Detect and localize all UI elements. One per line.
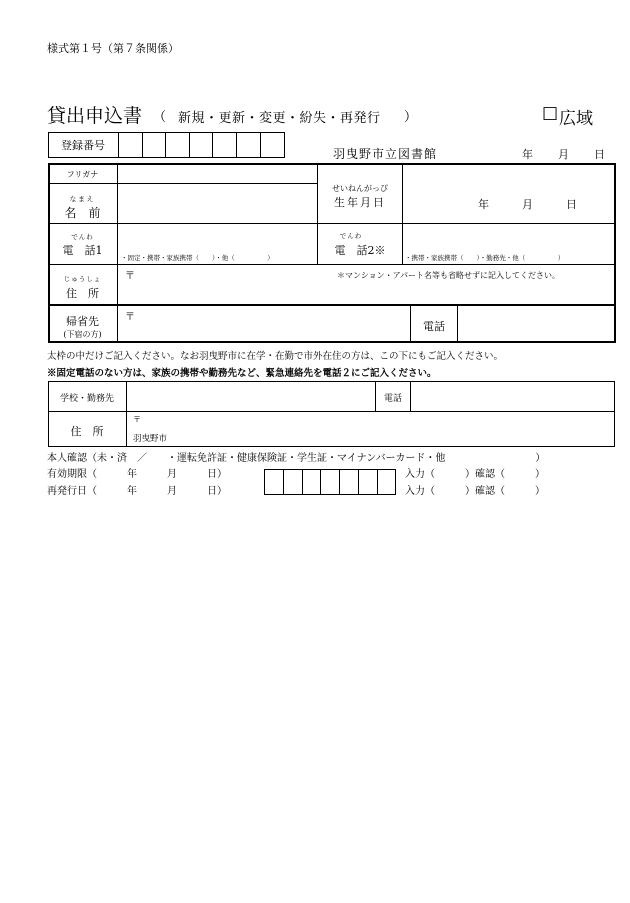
reissue-date: 再発行日（ 年 月 日）: [47, 486, 227, 497]
home-label: 帰省先: [66, 315, 99, 328]
phone1-ruby: でんわ: [71, 233, 94, 241]
name-label: 名 前: [64, 206, 101, 220]
school-name-input[interactable]: [127, 382, 374, 411]
title-paren-open: （: [153, 110, 167, 125]
date-day: 日: [594, 148, 605, 161]
home-phone-input[interactable]: [458, 306, 614, 342]
school-phone-input[interactable]: [411, 382, 614, 411]
input-confirm-2: 入力（ ）確認（ ）: [405, 486, 545, 497]
address-label: 住 所: [66, 287, 99, 300]
wide-area-checkbox[interactable]: □: [542, 103, 559, 123]
address-note: ＊マンション・アパート名等も省略せずに記入してください。: [337, 271, 560, 280]
school-label: 学校・勤務先: [59, 394, 114, 404]
date-year: 年: [522, 148, 533, 161]
registration-number-input[interactable]: [119, 133, 284, 157]
title-options: 新規・更新・変更・紛失・再発行: [178, 111, 381, 126]
name-ruby: なまえ: [69, 195, 96, 203]
school-postal-mark: 〒: [133, 415, 141, 424]
input-confirm-1: 入力（ ）確認（ ）: [405, 469, 545, 480]
home-phone-label: 電話: [423, 320, 445, 333]
school-address-input[interactable]: [127, 412, 614, 446]
birth-date-input[interactable]: [403, 164, 614, 223]
birth-ruby: せいねんがっぴ: [332, 184, 388, 193]
school-phone-label: 電話: [383, 394, 402, 404]
form-number: 様式第１号（第７条関係）: [47, 42, 179, 55]
birth-label: 生年月日: [334, 196, 386, 209]
phone2-options[interactable]: ・携帯・家族携帯（ ）・勤務先・他（ ）: [405, 254, 565, 262]
phone1-options[interactable]: ・固定・携帯・家族携帯（ ）・他（ ）: [121, 254, 274, 262]
title-paren-close: ）: [404, 110, 418, 125]
birth-month: 月: [522, 198, 533, 211]
name-input[interactable]: [118, 184, 316, 223]
home-address-input[interactable]: [118, 306, 409, 342]
home-sub: (下宿の方): [63, 330, 102, 339]
wide-area-label: 広域: [559, 109, 593, 129]
phone1-label: 電 話1: [62, 244, 103, 257]
expiry-date: 有効期限（ 年 月 日）: [47, 469, 227, 480]
furigana-label: フリガナ: [66, 170, 99, 179]
library-name: 羽曳野市立図書館: [333, 147, 438, 161]
form-title: 貸出申込書: [47, 105, 143, 127]
registration-number-label: 登録番号: [61, 139, 105, 152]
school-address-label: 住 所: [70, 425, 104, 438]
address-ruby: じゅうしょ: [63, 275, 102, 283]
address-input[interactable]: [118, 265, 614, 304]
birth-day: 日: [566, 198, 577, 211]
school-city: 羽曳野市: [133, 434, 168, 444]
note-line-2: ※固定電話のない方は、家族の携帯や勤務先など、緊急連絡先を電話２にご記入ください。: [47, 368, 437, 379]
birth-year: 年: [478, 198, 489, 211]
phone2-ruby: でんわ: [339, 232, 363, 240]
date-month: 月: [558, 148, 569, 161]
furigana-input[interactable]: [118, 164, 316, 183]
identity-check: 本人確認（未・済 ／ ・運転免許証・健康保険証・学生証・マイナンバーカード・他 ）: [47, 453, 546, 464]
home-postal-mark: 〒: [125, 312, 135, 323]
address-postal-mark: 〒: [125, 271, 135, 282]
note-line-1: 太枠の中だけご記入ください。なお羽曳野市に在学・在勤で市外在住の方は、この下にもご記入ください。: [47, 351, 504, 362]
phone2-label: 電 話2※: [334, 244, 386, 257]
